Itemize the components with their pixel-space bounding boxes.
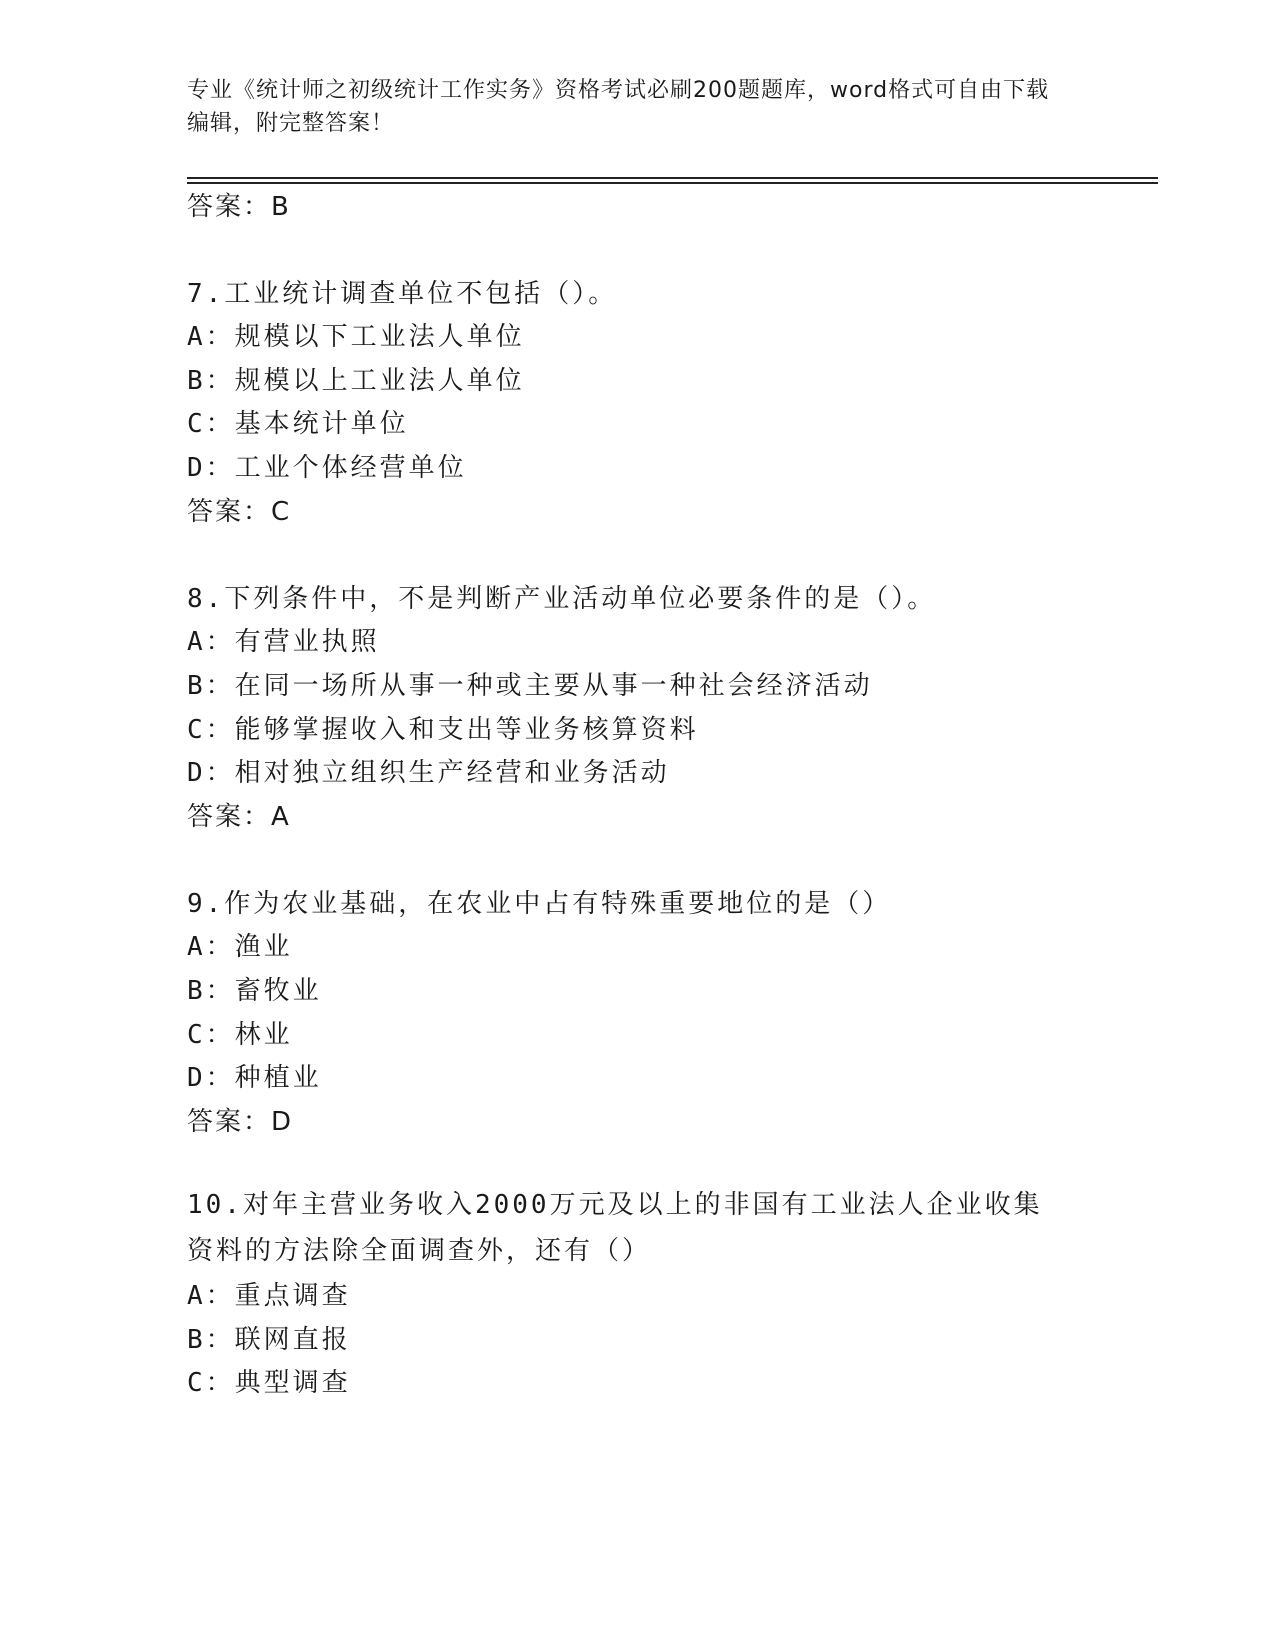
option-c: C：基本统计单位 — [187, 409, 409, 439]
question-stem: 10.对年主营业务收入2000万元及以上的非国有工业法人企业收集资料的方法除全面调查外，还有（） — [187, 1190, 1043, 1266]
answer-line: 答案：B — [187, 192, 291, 222]
option-a: A：渔业 — [187, 932, 293, 962]
option-a: A：重点调查 — [187, 1281, 351, 1311]
option-a: A：有营业执照 — [187, 627, 380, 657]
option-d: D：工业个体经营单位 — [187, 453, 467, 483]
option-b: B：在同一场所从事一种或主要从事一种社会经济活动 — [187, 671, 873, 701]
question-stem: 7.工业统计调查单位不包括（）。 — [187, 279, 618, 309]
option-a: A：规模以下工业法人单位 — [187, 322, 525, 352]
header-divider-top — [187, 177, 1158, 179]
question-stem: 9.作为农业基础，在农业中占有特殊重要地位的是（） — [187, 889, 892, 919]
option-d: D：种植业 — [187, 1063, 322, 1093]
option-c: C：能够掌握收入和支出等业务核算资料 — [187, 715, 699, 745]
option-c: C：林业 — [187, 1020, 293, 1050]
answer-line: 答案：D — [187, 1107, 294, 1137]
option-d: D：相对独立组织生产经营和业务活动 — [187, 758, 670, 788]
answer-line: 答案：C — [187, 497, 292, 527]
answer-line: 答案：A — [187, 802, 291, 832]
question-stem: 8.下列条件中，不是判断产业活动单位必要条件的是（）。 — [187, 584, 937, 614]
option-b: B：规模以上工业法人单位 — [187, 366, 525, 396]
option-c: C：典型调查 — [187, 1368, 351, 1398]
option-b: B：畜牧业 — [187, 976, 322, 1006]
option-b: B：联网直报 — [187, 1325, 351, 1355]
header-divider-bottom — [187, 182, 1158, 184]
document-header: 专业《统计师之初级统计工作实务》资格考试必刷200题题库，word格式可自由下载编辑，附完整答案！ — [187, 78, 1050, 136]
